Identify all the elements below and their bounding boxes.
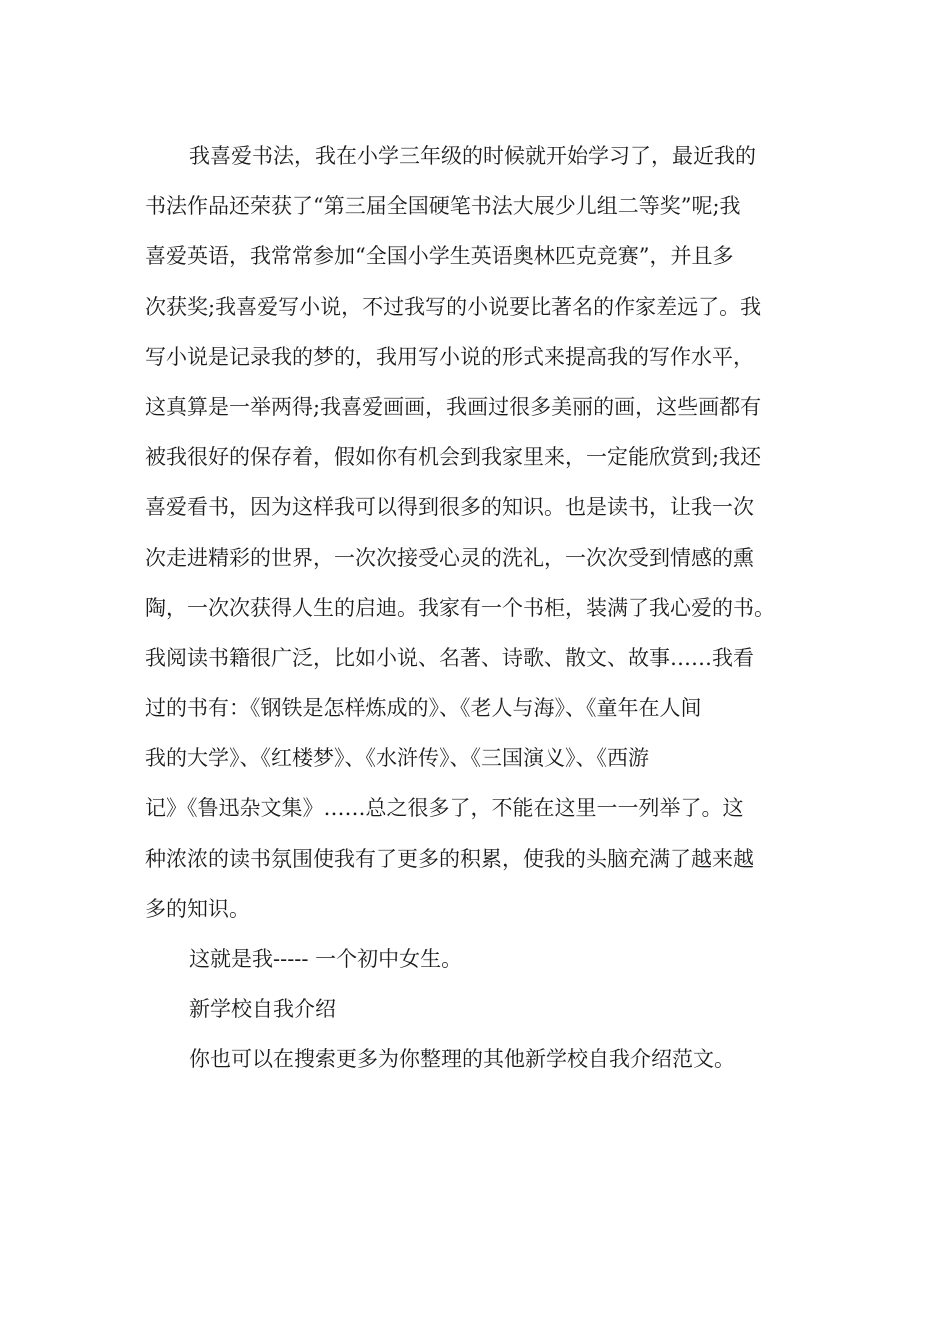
text-line: 喜爱看书，因为这样我可以得到很多的知识。也是读书，让我一次 bbox=[145, 495, 754, 520]
text-line: 过的书有：《钢铁是怎样炼成的》、《老人与海》、《童年在人间 bbox=[145, 696, 702, 721]
text-line: 被我很好的保存着，假如你有机会到我家里来，一定能欣赏到;我还 bbox=[145, 445, 762, 470]
footer-note: 你也可以在搜索更多为你整理的其他新学校自我介绍范文。 bbox=[189, 1047, 735, 1072]
text-line: 多的知识。 bbox=[145, 896, 250, 921]
text-line: 我阅读书籍很广泛，比如小说、名著、诗歌、散文、故事……我看 bbox=[145, 645, 754, 670]
section-heading: 新学校自我介绍 bbox=[189, 997, 336, 1022]
text-line: 我的大学》、《红楼梦》、《水浒传》、《三国演义》、《西游 bbox=[145, 746, 649, 771]
text-line: 次走进精彩的世界，一次次接受心灵的洗礼，一次次受到情感的熏 bbox=[145, 545, 754, 570]
closing-line: 这就是我----- 一个初中女生。 bbox=[189, 947, 463, 971]
text-line: 记》《鲁迅杂文集》……总之很多了，不能在这里一一列举了。这 bbox=[145, 796, 744, 821]
text-line: 喜爱英语，我常常参加“全国小学生英语奥林匹克竞赛”，并且多 bbox=[145, 244, 734, 269]
text-line: 我喜爱书法，我在小学三年级的时候就开始学习了，最近我的 bbox=[189, 144, 756, 168]
text-line: 陶，一次次获得人生的启迪。我家有一个书柜，装满了我心爱的书。 bbox=[145, 595, 775, 620]
text-line: 种浓浓的读书氛围使我有了更多的积累，使我的头脑充满了越来越 bbox=[145, 846, 754, 871]
document-body bbox=[145, 131, 825, 1085]
text-line: 这真算是一举两得;我喜爱画画，我画过很多美丽的画，这些画都有 bbox=[145, 394, 762, 419]
text-line: 写小说是记录我的梦的，我用写小说的形式来提高我的写作水平， bbox=[145, 344, 754, 369]
text-line: 书法作品还荣获了“第三届全国硬笔书法大展少儿组二等奖”呢;我 bbox=[145, 194, 741, 219]
text-line: 次获奖;我喜爱写小说，不过我写的小说要比著名的作家差远了。我 bbox=[145, 294, 762, 319]
